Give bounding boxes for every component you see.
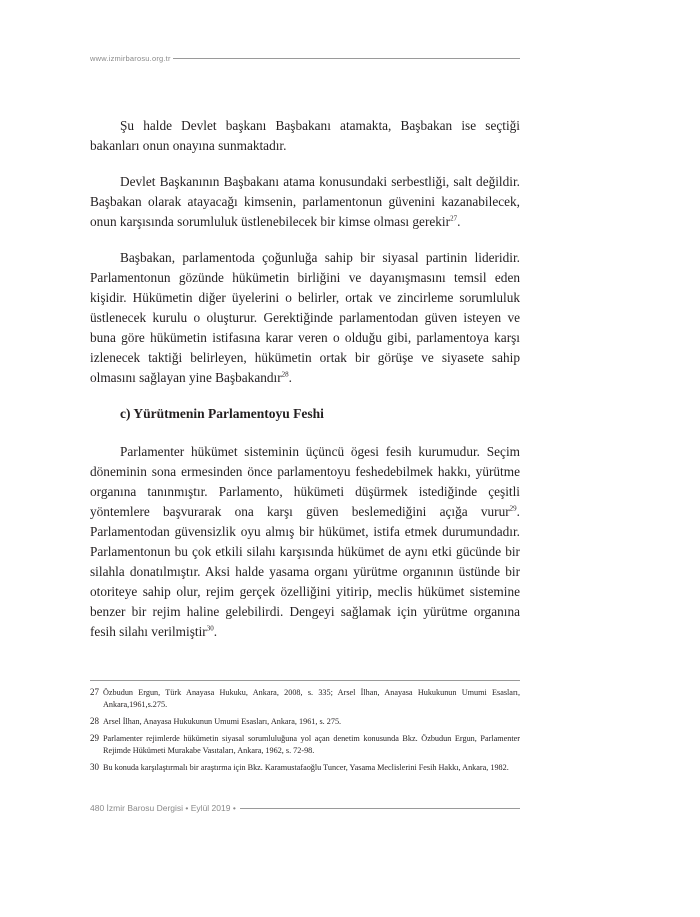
section-heading: c) Yürütmenin Parlamentoyu Feshi — [120, 406, 324, 421]
footnote-27 — [90, 687, 520, 711]
paragraph-3: Başbakan, parlamentoda çoğunluğa sahip bir siyasal partinin lideridir. Parlamentonun gözünde hükümetin birliğini ve dayanışmasını temsil eden kişidir. Hükümetin diğer üyelerini o belirler, ortak ve zincirleme sorumluluk üstlenecek kurulu o oluşturur. Gerektiğinde parlamentodan güven isteyen ve buna göre hükümetin istifasına karar veren o olduğu gibi, parlamentoya karşı izlenecek taktiği belirleyen, hükümetin ortak bir görüşe ve siyasete sahip olmasını sağlayan yine Başbakandır$^{28}$. — [90, 250, 520, 385]
footnote-ref-28[interactable]: 28 — [281, 370, 289, 379]
footnote-ref-27[interactable]: 27 — [450, 214, 458, 223]
footnote-number: 29 — [90, 733, 99, 743]
footnote-28 — [90, 716, 520, 728]
footnote-text: Bu konuda karşılaştırmalı bir araştırma için Bkz. Karamustafaoğlu Tuncer, Yasama Meclislerini Fesih Hakkı, Ankara, 1982. — [103, 763, 509, 772]
page-header — [90, 54, 520, 63]
footnote-number: 27 — [90, 687, 99, 697]
header-rule — [173, 58, 520, 59]
footnote-number: 28 — [90, 716, 99, 726]
footnote-text: Parlamenter rejimlerde hükümetin siyasal sorumluluğuna yol açan denetim konusunda Bkz. Özbudun Ergun, Parlamenter Rejimde Hükümeti Murakabe Vasıtaları, Ankara, 1962, s. 72-98. — [103, 734, 520, 755]
footnote-text: Arsel İlhan, Anayasa Hukukunun Umumi Esasları, Ankara, 1961, s. 275. — [103, 717, 342, 726]
footnote-number: 30 — [90, 762, 99, 772]
page-footer — [90, 803, 520, 813]
paragraph-2: Devlet Başkanının Başbakanı atama konusundaki serbestliği, salt değildir. Başbakan olarak atayacağı kimsenin, parlamentonun güvenini kazanabilecek, onun karşısında sorumluluk üstlenebilecek bir kimse olması gerekir$^{27}$. — [90, 174, 520, 229]
paragraph-1: Şu halde Devlet başkanı Başbakanı atamakta, Başbakan ise seçtiği bakanları onun onayına sunmaktadır. — [90, 118, 520, 153]
footnote-29 — [90, 733, 520, 757]
footnote-ref-30[interactable]: 30 — [206, 624, 214, 633]
body-text — [90, 116, 520, 658]
footer-text: 480 İzmir Barosu Dergisi • Eylül 2019 • — [90, 803, 236, 813]
footnote-30 — [90, 762, 520, 774]
footnote-ref-29[interactable]: 29 — [509, 504, 517, 513]
paragraph-4: Parlamenter hükümet sisteminin üçüncü ögesi fesih kurumudur. Seçim döneminin sona ermesinden önce parlamentoyu feshedebilmek hakkı, yürütme organına tanınmıştır. Parlamento, hükümeti düşürmek istediğinde çeşitli yöntemlere başvurarak ona karşı güven beslemediğini açığa vurur$^{29}$. Parlamentodan güvensizlik oyu almış bir hükümet, istifa etmek durumundadır. Parlamentonun bu çok etkili silahı karşısında hükümet de aynı etki gücünde bir silahla donatılmıştır. Aksi halde yasama organı yürütme organının üstünde bir otoriteye sahip olur, rejim gerçek özelliğini yitirip, meclis hükümet sistemine benzer bir rejim haline gelebilirdi. Dengeyi sağlamak için yürütme organına fesih silahı verilmiştir$^{30}$. — [90, 444, 520, 639]
footer-rule — [240, 808, 520, 809]
footnotes — [90, 680, 520, 779]
site-url[interactable]: www.izmirbarosu.org.tr — [90, 54, 171, 63]
footnote-text: Özbudun Ergun, Türk Anayasa Hukuku, Ankara, 2008, s. 335; Arsel İlhan, Anayasa Hukukunun Umumi Esasları, Ankara,1961,s.275. — [103, 688, 520, 709]
